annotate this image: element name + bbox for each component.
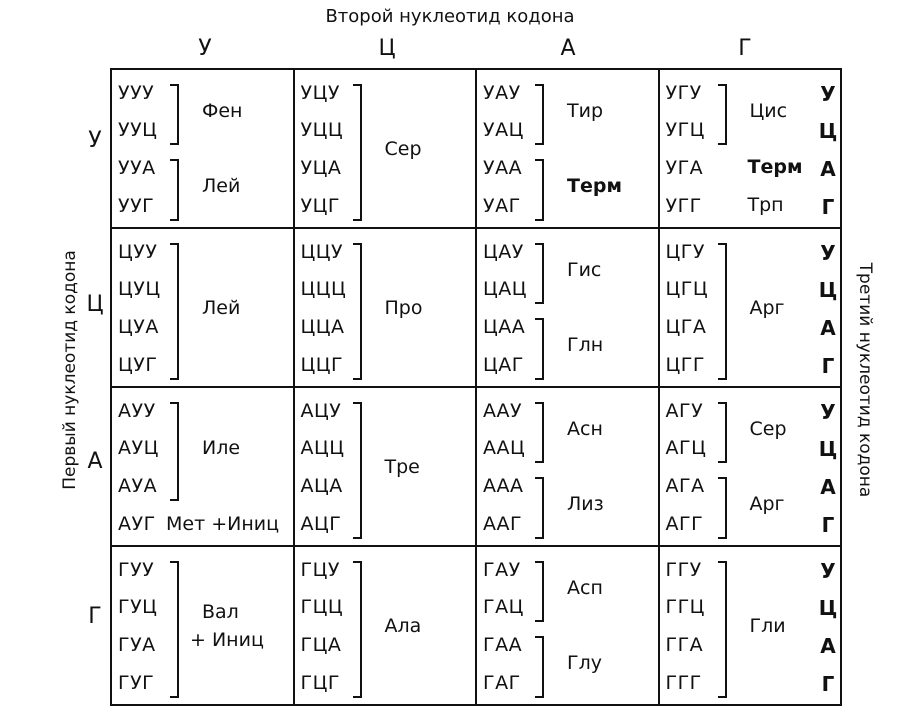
amino-acid-label: Арг (749, 296, 785, 319)
codon: ЦГУ (665, 241, 705, 263)
amino-acid-label: Гли (749, 614, 786, 637)
codon-bracket (718, 561, 727, 698)
codon: ГАЦ (483, 596, 524, 618)
third-nucleotide-letter: У (820, 82, 836, 106)
codon: ГУЦ (118, 596, 158, 618)
third-nucleotide-letter: Г (821, 354, 835, 378)
codon: АЦУ (300, 400, 342, 422)
codon: ААУ (483, 400, 523, 422)
codon: ЦЦА (300, 316, 345, 338)
grid-divider (112, 227, 840, 229)
codon: УГУ (665, 82, 702, 104)
third-nucleotide-letter: А (820, 634, 836, 658)
codon: УАГ (483, 195, 521, 217)
row-header-u: У (88, 128, 102, 153)
col-header-u: У (198, 36, 212, 61)
row-header-c: Ц (86, 292, 104, 317)
codon: АЦА (300, 475, 343, 497)
col-header-g: Г (738, 36, 752, 61)
codon: ЦГЦ (665, 278, 709, 300)
codon: АГА (665, 475, 705, 497)
codon-bracket (718, 402, 727, 463)
codon: ГУУ (118, 559, 155, 581)
codon: ЦУА (118, 316, 159, 338)
amino-acid-label: Лей (202, 175, 241, 197)
codon: ГГЦ (665, 596, 705, 618)
grid-divider (112, 545, 840, 547)
amino-acid-label: Мет +Иниц (166, 513, 280, 535)
codon: УЦГ (300, 195, 340, 217)
initiation-label: + Иниц (190, 628, 264, 651)
codon-bracket (535, 243, 544, 304)
amino-acid-label: Арг (749, 493, 785, 515)
codon: УУУ (118, 82, 155, 104)
codon: ГУА (118, 634, 156, 656)
codon: УЦЦ (300, 119, 344, 141)
codon: ААЦ (483, 437, 526, 459)
codon: АУА (118, 475, 158, 497)
amino-acid-label: Трп (747, 194, 784, 216)
codon: АГГ (665, 513, 704, 535)
codon: ГУГ (118, 672, 155, 694)
codon: УАУ (483, 82, 521, 104)
top-axis-title: Второй нуклеотид кодона (325, 6, 575, 27)
codon: ЦГГ (665, 354, 705, 376)
codon-bracket (535, 477, 544, 539)
third-nucleotide-letter: Ц (818, 596, 838, 620)
codon-bracket (170, 561, 179, 698)
codon-bracket (535, 402, 544, 463)
third-nucleotide-letter: Ц (818, 119, 838, 143)
third-nucleotide-letter: У (820, 241, 836, 265)
amino-acid-label: Лиз (567, 493, 604, 515)
codon: ЦУГ (118, 354, 158, 376)
amino-acid-label: Тир (567, 99, 604, 122)
codon-bracket (535, 561, 544, 622)
codon: АЦГ (300, 513, 342, 535)
codon: УУА (118, 157, 156, 179)
codon: АГЦ (665, 437, 707, 459)
codon: УГГ (665, 195, 702, 217)
amino-acid-label: Цис (749, 99, 788, 122)
codon: ЦЦЦ (300, 278, 347, 300)
third-nucleotide-letter: У (820, 400, 836, 424)
amino-acid-label: Сер (749, 417, 787, 440)
codon-bracket (170, 243, 179, 380)
grid-divider (112, 386, 840, 388)
codon: ЦЦУ (300, 241, 344, 263)
codon: УАА (483, 157, 523, 179)
codon: ГАА (483, 634, 523, 656)
amino-acid-label: Вал (202, 600, 239, 623)
amino-acid-label: Асн (567, 417, 603, 440)
codon-bracket (535, 159, 544, 221)
codon: ЦАЦ (483, 278, 527, 300)
codon-bracket (353, 402, 362, 539)
codon: УУГ (118, 195, 155, 217)
third-nucleotide-letter: Ц (818, 437, 838, 461)
third-nucleotide-letter: Г (821, 513, 835, 537)
codon-bracket (718, 477, 727, 539)
codon-bracket (535, 318, 544, 380)
codon: ГЦА (300, 634, 342, 656)
codon: ГГА (665, 634, 704, 656)
amino-acid-label: Глу (567, 652, 602, 674)
amino-acid-label: Гис (567, 258, 602, 281)
codon: ЦУЦ (118, 278, 161, 300)
amino-acid-label: Тре (384, 455, 420, 478)
codon: ГАГ (483, 672, 521, 694)
codon: ГЦУ (300, 559, 340, 581)
codon: ЦАГ (483, 354, 524, 376)
codon: УГЦ (665, 119, 705, 141)
left-axis-title: Первый нуклеотид кодона (60, 250, 80, 490)
third-nucleotide-letter: А (820, 316, 836, 340)
codon-bracket (353, 84, 362, 221)
codon-bracket (535, 636, 544, 698)
amino-acid-label: Про (384, 296, 423, 319)
codon: ААА (483, 475, 524, 497)
codon: УЦА (300, 157, 342, 179)
codon: УУЦ (118, 119, 158, 141)
codon: УАЦ (483, 119, 524, 141)
codon: УЦУ (300, 82, 340, 104)
codon: АУГ (118, 513, 156, 535)
right-axis-title: Третий нуклеотид кодона (855, 262, 875, 498)
codon-bracket (718, 84, 727, 145)
third-nucleotide-letter: А (820, 475, 836, 499)
codon: УГА (665, 157, 704, 179)
amino-acid-label: Терм (747, 156, 803, 178)
codon: ЦАУ (483, 241, 524, 263)
codon: АГУ (665, 400, 704, 422)
amino-acid-label: Ала (384, 614, 422, 637)
third-nucleotide-letter: Г (821, 195, 835, 219)
col-header-a: А (560, 36, 576, 61)
codon-bracket (718, 243, 727, 380)
amino-acid-label: Терм (567, 175, 622, 197)
codon-bracket (353, 561, 362, 698)
codon-bracket (170, 159, 179, 221)
col-header-c: Ц (378, 36, 396, 61)
row-header-g: Г (88, 604, 102, 629)
codon-bracket (353, 243, 362, 380)
codon: ЦАА (483, 316, 526, 338)
amino-acid-label: Сер (384, 137, 422, 160)
codon: ГАУ (483, 559, 521, 581)
codon: АУУ (118, 400, 156, 422)
third-nucleotide-letter: Ц (818, 278, 838, 302)
third-nucleotide-letter: У (820, 559, 836, 583)
amino-acid-label: Лей (202, 296, 241, 319)
codon: ГЦЦ (300, 596, 344, 618)
codon: ЦГА (665, 316, 707, 338)
row-header-a: А (87, 449, 103, 474)
codon: ГГУ (665, 559, 702, 581)
codon: АЦЦ (300, 437, 345, 459)
codon: АУЦ (118, 437, 159, 459)
codon: ГЦГ (300, 672, 340, 694)
third-nucleotide-letter: Г (821, 672, 835, 696)
amino-acid-label: Асп (567, 576, 603, 599)
codon: ААГ (483, 513, 523, 535)
codon: ГГГ (665, 672, 702, 694)
codon: ЦЦГ (300, 354, 344, 376)
codon: ЦУУ (118, 241, 158, 263)
amino-acid-label: Иле (202, 436, 241, 459)
codon-bracket (170, 84, 179, 145)
codon-bracket (170, 402, 179, 501)
third-nucleotide-letter: А (820, 157, 836, 181)
amino-acid-label: Глн (567, 334, 604, 356)
codon-bracket (535, 84, 544, 145)
amino-acid-label: Фен (202, 99, 243, 122)
